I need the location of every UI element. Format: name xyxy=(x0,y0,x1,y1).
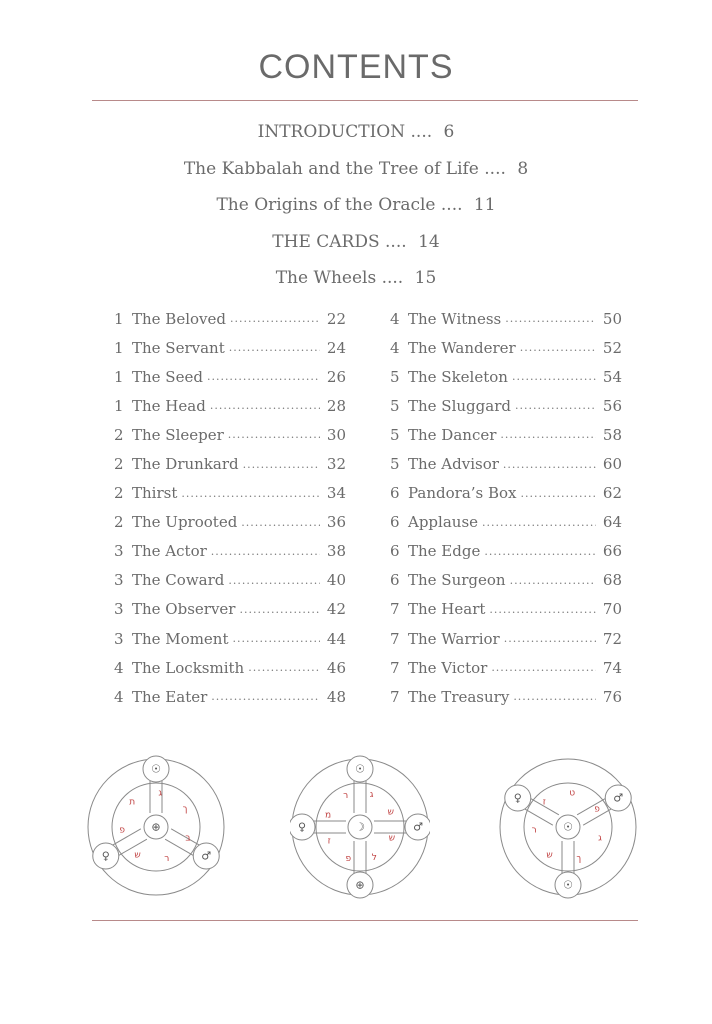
card-page: 34 xyxy=(326,484,346,503)
card-page: 60 xyxy=(602,455,622,474)
planet-symbol: ⊕ xyxy=(151,820,161,834)
hebrew-letter: פ xyxy=(119,825,125,836)
dot-leader xyxy=(229,341,320,354)
card-title: The Wanderer xyxy=(408,338,516,357)
planet-symbol: ☽ xyxy=(355,820,365,834)
bottom-divider xyxy=(92,920,638,921)
hebrew-letter: ש xyxy=(387,807,395,818)
card-title: The Surgeon xyxy=(408,571,506,590)
wheel-diagram-2 xyxy=(290,752,430,902)
toc-card-entry[interactable] xyxy=(390,304,622,333)
card-page: 24 xyxy=(326,338,346,357)
entry-leader: .... xyxy=(410,122,433,142)
card-title: The Sleeper xyxy=(132,425,224,444)
card-page: 64 xyxy=(602,513,622,532)
toc-card-entry[interactable] xyxy=(390,479,622,508)
dot-leader xyxy=(512,370,596,383)
card-page: 48 xyxy=(326,687,346,706)
toc-card-entry[interactable] xyxy=(390,449,622,478)
hebrew-letter: ר xyxy=(531,825,537,836)
hebrew-letter: ר xyxy=(343,791,349,802)
toc-card-entry[interactable] xyxy=(390,508,622,537)
hebrew-letter: מ xyxy=(324,810,332,821)
toc-card-entry[interactable] xyxy=(390,595,622,624)
entry-label: The Kabbalah and the Tree of Life xyxy=(183,158,479,179)
wheel-diagram-1 xyxy=(86,752,226,902)
planet-symbol: ☉ xyxy=(563,820,573,834)
card-title: The Seed xyxy=(132,367,203,386)
hebrew-letter: ג xyxy=(158,788,163,799)
dot-leader xyxy=(228,428,320,441)
planet-symbol: ♂ xyxy=(413,820,423,834)
planet-symbol: ⊕ xyxy=(355,878,365,892)
planet-symbol: ☉ xyxy=(355,762,365,776)
card-number: 4 xyxy=(114,658,124,677)
cards-list-right xyxy=(390,304,622,711)
toc-card-entry[interactable] xyxy=(390,362,622,391)
card-number: 1 xyxy=(114,338,124,357)
hebrew-letter: ז xyxy=(542,797,546,808)
card-number: 7 xyxy=(390,629,400,648)
card-title: The Witness xyxy=(408,309,502,328)
hebrew-letter: ט xyxy=(569,788,576,799)
dot-leader xyxy=(228,574,320,587)
toc-card-entry[interactable] xyxy=(114,595,346,624)
toc-entry[interactable] xyxy=(0,228,712,265)
entry-leader: .... xyxy=(484,158,506,179)
toc-entry[interactable] xyxy=(0,264,712,301)
entry-page: 11 xyxy=(473,195,496,215)
card-page: 32 xyxy=(326,455,346,474)
card-page: 22 xyxy=(326,309,346,328)
toc-card-entry[interactable] xyxy=(114,653,346,682)
card-title: The Warrior xyxy=(408,629,500,648)
card-title: The Skeleton xyxy=(408,367,508,386)
entry-label: The Origins of the Oracle xyxy=(216,195,436,215)
dot-leader xyxy=(239,603,320,616)
card-title: The Drunkard xyxy=(132,455,239,474)
card-title: The Advisor xyxy=(408,455,499,474)
hebrew-letter: ל xyxy=(371,852,377,863)
entry-label: THE CARDS xyxy=(272,231,380,252)
toc-card-entry[interactable] xyxy=(390,391,622,420)
card-title: The Victor xyxy=(408,658,488,677)
card-title: The Heart xyxy=(408,600,486,619)
dot-leader xyxy=(211,545,320,558)
card-number: 5 xyxy=(390,396,400,415)
dot-leader xyxy=(491,661,596,674)
card-number: 3 xyxy=(114,571,124,590)
card-number: 6 xyxy=(390,542,400,561)
toc-card-entry[interactable] xyxy=(390,653,622,682)
dot-leader xyxy=(505,312,596,325)
card-number: 6 xyxy=(390,513,400,532)
hebrew-letter: ש xyxy=(134,850,141,861)
planet-symbol: ☉ xyxy=(151,762,161,776)
card-page: 42 xyxy=(326,600,346,619)
hebrew-letter: ז xyxy=(327,836,331,847)
toc-card-entry[interactable] xyxy=(114,333,346,362)
card-number: 6 xyxy=(390,571,400,590)
entry-page: 15 xyxy=(414,268,437,288)
card-page: 30 xyxy=(326,425,346,444)
card-page: 44 xyxy=(326,629,346,648)
card-title: The Treasury xyxy=(408,687,510,706)
dot-leader xyxy=(233,632,321,645)
card-title: The Uprooted xyxy=(132,513,238,532)
card-title: Thirst xyxy=(132,484,178,503)
entry-leader: .... xyxy=(440,195,463,215)
dot-leader xyxy=(482,516,596,529)
hebrew-letter: פ xyxy=(345,853,352,864)
card-title: The Dancer xyxy=(408,425,497,444)
dot-leader xyxy=(243,458,320,471)
card-page: 38 xyxy=(326,542,346,561)
toc-entry[interactable] xyxy=(0,155,712,192)
card-number: 4 xyxy=(114,687,124,706)
entry-page: 6 xyxy=(443,122,455,142)
card-title: The Servant xyxy=(132,338,225,357)
card-page: 28 xyxy=(326,396,346,415)
card-number: 7 xyxy=(390,658,400,677)
card-number: 1 xyxy=(114,367,124,386)
hebrew-letter: ג xyxy=(369,790,374,801)
dot-leader xyxy=(241,516,320,529)
hebrew-letter: ך xyxy=(182,804,188,815)
hebrew-letter: ר xyxy=(164,854,170,865)
card-number: 3 xyxy=(114,600,124,619)
toc-card-entry[interactable] xyxy=(114,508,346,537)
card-page: 26 xyxy=(326,367,346,386)
dot-leader xyxy=(489,603,596,616)
hebrew-letter: ב xyxy=(185,833,191,844)
card-number: 5 xyxy=(390,455,400,474)
entry-page: 8 xyxy=(517,158,529,179)
card-title: The Beloved xyxy=(132,309,226,328)
dot-leader xyxy=(210,399,320,412)
planet-symbol: ☉ xyxy=(563,878,573,892)
wheel-diagram-3 xyxy=(498,752,638,902)
card-title: The Edge xyxy=(408,542,481,561)
card-number: 2 xyxy=(114,455,124,474)
hebrew-letter: ש xyxy=(546,850,553,861)
hebrew-letter: ג xyxy=(598,833,602,844)
card-number: 2 xyxy=(114,425,124,444)
card-page: 70 xyxy=(602,600,622,619)
planet-symbol: ♂ xyxy=(613,791,624,805)
dot-leader xyxy=(207,370,320,383)
card-title: The Head xyxy=(132,396,206,415)
toc-card-entry[interactable] xyxy=(114,362,346,391)
card-page: 72 xyxy=(602,629,622,648)
card-page: 76 xyxy=(602,687,622,706)
dot-leader xyxy=(484,545,596,558)
card-title: The Moment xyxy=(132,629,229,648)
card-title: The Eater xyxy=(132,687,208,706)
planet-symbol: ♀ xyxy=(513,791,522,805)
front-matter-list xyxy=(0,118,712,301)
dot-leader xyxy=(211,690,320,703)
dot-leader xyxy=(500,428,596,441)
page-title: CONTENTS xyxy=(258,48,454,86)
card-number: 4 xyxy=(390,338,400,357)
card-number: 7 xyxy=(390,600,400,619)
dot-leader xyxy=(504,632,596,645)
toc-card-entry[interactable] xyxy=(114,479,346,508)
top-divider xyxy=(92,100,638,101)
entry-leader: .... xyxy=(385,231,407,252)
toc-card-entry[interactable] xyxy=(390,624,622,653)
dot-leader xyxy=(521,487,596,500)
card-page: 50 xyxy=(602,309,622,328)
toc-entry[interactable] xyxy=(0,118,712,155)
card-page: 68 xyxy=(602,571,622,590)
card-page: 66 xyxy=(602,542,622,561)
card-page: 56 xyxy=(602,396,622,415)
card-page: 74 xyxy=(602,658,622,677)
card-title: Applause xyxy=(408,513,479,532)
card-title: Pandora’s Box xyxy=(408,484,517,503)
wheel-diagrams xyxy=(0,752,712,912)
entry-label: The Wheels xyxy=(275,268,377,288)
card-page: 62 xyxy=(602,484,622,503)
card-page: 40 xyxy=(326,571,346,590)
card-number: 5 xyxy=(390,367,400,386)
dot-leader xyxy=(181,487,320,500)
card-number: 2 xyxy=(114,513,124,532)
toc-card-entry[interactable] xyxy=(114,304,346,333)
dot-leader xyxy=(248,661,320,674)
toc-card-entry[interactable] xyxy=(114,682,346,711)
card-title: The Observer xyxy=(132,600,236,619)
dot-leader xyxy=(513,690,596,703)
card-title: The Coward xyxy=(132,571,225,590)
toc-card-entry[interactable] xyxy=(114,624,346,653)
planet-symbol: ♂ xyxy=(201,849,212,863)
toc-card-entry[interactable] xyxy=(114,537,346,566)
card-title: The Actor xyxy=(132,542,207,561)
toc-card-entry[interactable] xyxy=(114,449,346,478)
card-number: 2 xyxy=(114,484,124,503)
hebrew-letter: פ xyxy=(594,804,600,815)
dot-leader xyxy=(230,312,320,325)
card-number: 7 xyxy=(390,687,400,706)
toc-card-entry[interactable] xyxy=(390,333,622,362)
toc-card-entry[interactable] xyxy=(390,682,622,711)
toc-card-entry[interactable] xyxy=(390,420,622,449)
dot-leader xyxy=(520,341,596,354)
card-number: 3 xyxy=(114,542,124,561)
card-number: 1 xyxy=(114,309,124,328)
planet-symbol: ♀ xyxy=(297,820,307,834)
card-page: 36 xyxy=(326,513,346,532)
toc-card-entry[interactable] xyxy=(114,566,346,595)
dot-leader xyxy=(503,458,596,471)
hebrew-letter: ך xyxy=(576,854,582,865)
hebrew-letter: ש xyxy=(388,833,396,844)
toc-card-entry[interactable] xyxy=(390,566,622,595)
card-page: 54 xyxy=(602,367,622,386)
toc-card-entry[interactable] xyxy=(114,420,346,449)
card-page: 58 xyxy=(602,425,622,444)
card-title: The Locksmith xyxy=(132,658,245,677)
card-number: 6 xyxy=(390,484,400,503)
card-title: The Sluggard xyxy=(408,396,511,415)
card-number: 4 xyxy=(390,309,400,328)
toc-entry[interactable] xyxy=(0,191,712,228)
cards-list-left xyxy=(114,304,346,711)
entry-page: 14 xyxy=(418,231,440,252)
toc-card-entry[interactable] xyxy=(390,537,622,566)
card-page: 52 xyxy=(602,338,622,357)
card-number: 3 xyxy=(114,629,124,648)
entry-label: INTRODUCTION xyxy=(257,122,406,142)
card-page: 46 xyxy=(326,658,346,677)
card-number: 5 xyxy=(390,425,400,444)
entry-leader: .... xyxy=(381,268,404,288)
card-number: 1 xyxy=(114,396,124,415)
hebrew-letter: ת xyxy=(129,797,136,808)
dot-leader xyxy=(510,574,596,587)
toc-card-entry[interactable] xyxy=(114,391,346,420)
planet-symbol: ♀ xyxy=(101,849,110,863)
dot-leader xyxy=(515,399,596,412)
